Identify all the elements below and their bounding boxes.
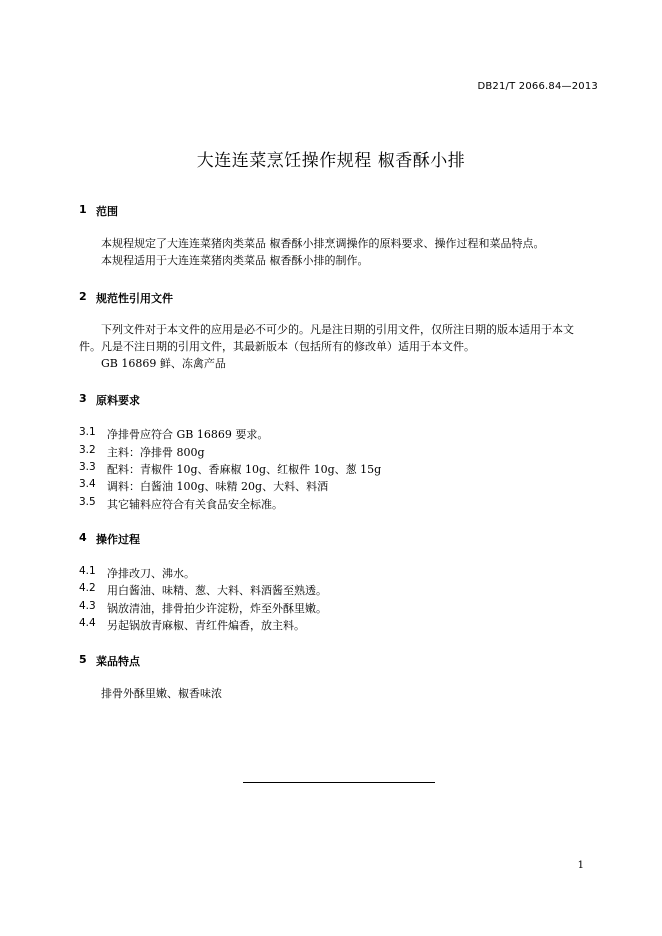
clause-number: 3.4 bbox=[79, 478, 96, 490]
clause-text: 配料：青椒件 10g、香麻椒 10g、红椒件 10g、葱 15g bbox=[107, 463, 382, 476]
paragraph: 本规程适用于大连连菜猪肉类菜品 椒香酥小排的制作。 bbox=[101, 254, 369, 267]
clause-text: 其它辅料应符合有关食品安全标准。 bbox=[107, 498, 283, 511]
clause-number: 3.2 bbox=[79, 444, 96, 456]
clause-text: 锅放清油，排骨拍少许淀粉，炸至外酥里嫩。 bbox=[107, 602, 327, 615]
end-divider bbox=[243, 782, 435, 783]
section-title: 菜品特点 bbox=[96, 655, 140, 668]
clause-text: 调料：白酱油 100g、味精 20g、大料、料酒 bbox=[107, 480, 329, 493]
section-number: 4 bbox=[79, 531, 87, 544]
section-title: 原料要求 bbox=[96, 394, 140, 407]
doc-number: DB21/T 2066.84—2013 bbox=[477, 81, 598, 92]
section-title: 范围 bbox=[96, 205, 118, 218]
clause-number: 3.1 bbox=[79, 426, 96, 438]
clause-text: 用白酱油、味精、葱、大料、料酒酱至熟透。 bbox=[107, 584, 327, 597]
clause-number: 4.4 bbox=[79, 617, 96, 629]
paragraph-line: 下列文件对于本文件的应用是必不可少的。凡是注日期的引用文件，仅所注日期的版本适用于本文 bbox=[101, 323, 574, 336]
clause-number: 4.2 bbox=[79, 582, 96, 594]
paragraph: 排骨外酥里嫩、椒香味浓 bbox=[101, 687, 222, 700]
paragraph: 本规程规定了大连连菜猪肉类菜品 椒香酥小排烹调操作的原料要求、操作过程和菜品特点。 bbox=[101, 237, 545, 250]
page-title: 大连连菜烹饪操作规程 椒香酥小排 bbox=[196, 151, 466, 171]
clause-text: 净排改刀、沸水。 bbox=[107, 567, 195, 580]
clause-text: 主料：净排骨 800g bbox=[107, 446, 205, 459]
section-number: 1 bbox=[79, 203, 87, 216]
reference-entry: GB 16869 鲜、冻禽产品 bbox=[101, 357, 226, 370]
paragraph-line: 件。凡是不注日期的引用文件，其最新版本（包括所有的修改单）适用于本文件。 bbox=[79, 340, 475, 353]
clause-number: 4.3 bbox=[79, 600, 96, 612]
clause-text: 净排骨应符合 GB 16869 要求。 bbox=[107, 428, 269, 441]
clause-number: 3.3 bbox=[79, 461, 96, 473]
clause-text: 另起锅放青麻椒、青红件煸香，放主料。 bbox=[107, 619, 305, 632]
section-number: 2 bbox=[79, 290, 87, 303]
clause-number: 3.5 bbox=[79, 496, 96, 508]
section-title: 规范性引用文件 bbox=[96, 292, 173, 305]
section-number: 3 bbox=[79, 392, 87, 405]
page-number: 1 bbox=[577, 860, 584, 871]
clause-number: 4.1 bbox=[79, 565, 96, 577]
section-number: 5 bbox=[79, 653, 87, 666]
section-title: 操作过程 bbox=[96, 533, 140, 546]
